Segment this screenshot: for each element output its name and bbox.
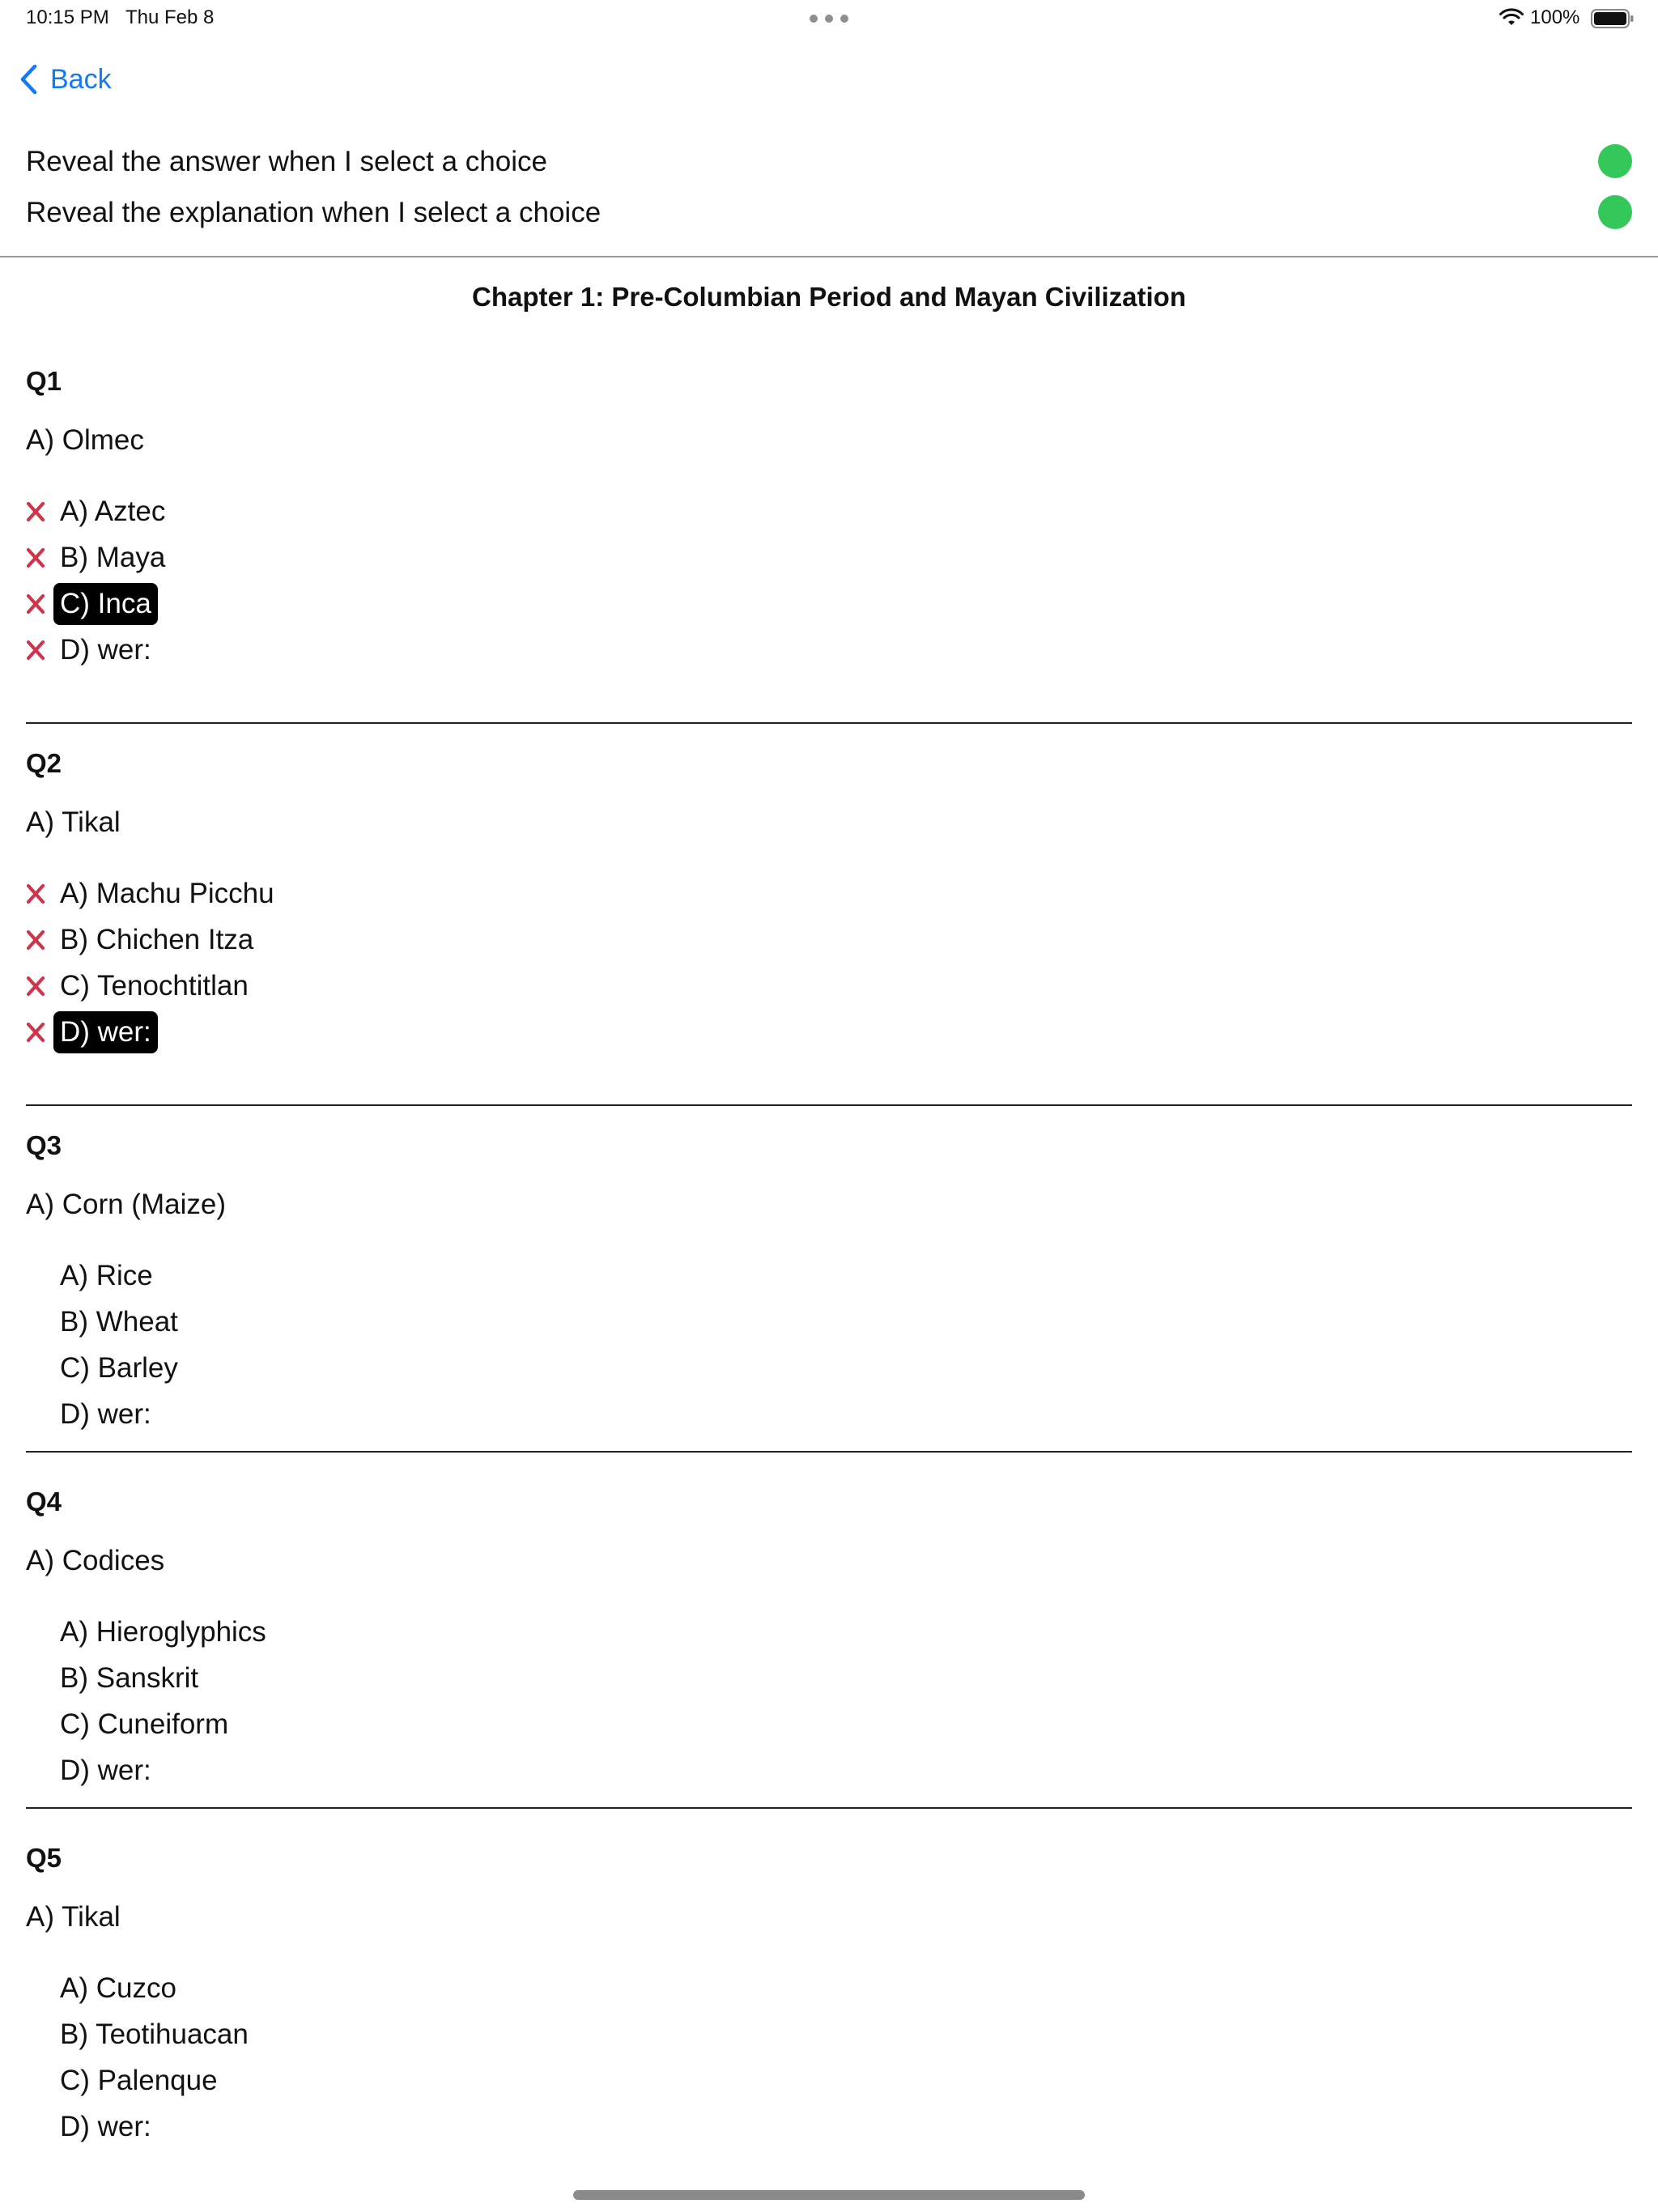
status-time: 10:15 PM <box>26 6 109 28</box>
choice-label: B) Wheat <box>60 1306 178 1338</box>
choice-label: C) Barley <box>60 1352 178 1384</box>
choice-label: D) wer: <box>60 1398 151 1430</box>
choice-option[interactable] <box>26 1702 235 1747</box>
choice-label: D) wer: <box>60 1755 151 1786</box>
question-label: Q4 <box>26 1487 62 1516</box>
choice-label: A) Machu Picchu <box>60 878 274 909</box>
question-answer: A) Olmec <box>26 424 144 456</box>
choice-label: C) Palenque <box>60 2065 218 2096</box>
choice-option[interactable] <box>26 871 281 917</box>
battery-percentage: 100% <box>1530 6 1580 28</box>
selected-choice-label: C) Inca <box>53 583 158 625</box>
choice-label: B) Sanskrit <box>60 1662 199 1694</box>
choice-label: A) Aztec <box>60 496 166 527</box>
choice-label: C) Cuneiform <box>60 1708 229 1740</box>
question-divider <box>26 1451 1632 1453</box>
choice-label: A) Hieroglyphics <box>60 1616 266 1648</box>
choice-option[interactable] <box>26 1253 159 1299</box>
reveal-answer-label: Reveal the answer when I select a choice <box>26 146 547 177</box>
choice-option[interactable] <box>26 1966 183 2011</box>
choice-option[interactable] <box>26 2104 158 2150</box>
question-label: Q3 <box>26 1130 62 1160</box>
reveal-answer-toggle[interactable] <box>1598 144 1632 178</box>
choice-option[interactable] <box>26 1748 158 1793</box>
choice-option[interactable] <box>26 2058 224 2104</box>
choice-option[interactable] <box>26 1346 185 1391</box>
back-button[interactable] <box>18 58 112 100</box>
selected-choice-label: D) wer: <box>53 1011 158 1053</box>
choice-option[interactable] <box>26 1610 273 1655</box>
choice-option[interactable] <box>26 917 260 963</box>
choice-option[interactable] <box>26 963 255 1009</box>
choice-option[interactable] <box>26 1010 158 1055</box>
choice-option[interactable] <box>26 627 158 673</box>
choice-label: D) wer: <box>60 634 151 666</box>
choice-option[interactable] <box>26 535 172 581</box>
question-divider <box>26 722 1632 724</box>
chevron-left-icon <box>18 63 39 96</box>
choice-label: D) wer: <box>60 2111 151 2142</box>
question-divider <box>26 1104 1632 1106</box>
back-label: Back <box>50 63 112 95</box>
question-answer: A) Tikal <box>26 806 121 838</box>
question-divider <box>26 1807 1632 1809</box>
choice-option[interactable] <box>26 1656 205 1701</box>
reveal-answer-setting <box>26 139 1632 185</box>
reveal-explanation-label: Reveal the explanation when I select a choice <box>26 197 602 228</box>
choice-label: B) Chichen Itza <box>60 924 254 955</box>
choice-label: B) Maya <box>60 542 166 573</box>
question-label: Q2 <box>26 748 62 778</box>
choice-option[interactable] <box>26 489 172 534</box>
reveal-explanation-toggle[interactable] <box>1598 195 1632 229</box>
choice-label: A) Rice <box>60 1260 153 1291</box>
question-answer: A) Corn (Maize) <box>26 1189 226 1220</box>
reveal-explanation-setting <box>26 190 1632 236</box>
chapter-title: Chapter 1: Pre-Columbian Period and Mayan Civilization <box>472 282 1186 312</box>
choice-option[interactable] <box>26 581 158 627</box>
header-divider <box>0 256 1658 257</box>
home-indicator[interactable] <box>573 2190 1085 2200</box>
question-answer: A) Codices <box>26 1545 165 1576</box>
choice-label: A) Cuzco <box>60 1972 176 2004</box>
question-answer: A) Tikal <box>26 1901 121 1933</box>
status-bar <box>0 0 1658 39</box>
choice-option[interactable] <box>26 1392 158 1437</box>
choice-label: B) Teotihuacan <box>60 2018 249 2050</box>
question-label: Q1 <box>26 366 62 396</box>
question-label: Q5 <box>26 1843 62 1873</box>
choice-option[interactable] <box>26 1300 185 1345</box>
multitask-menu-icon[interactable] <box>810 13 848 24</box>
wifi-icon <box>1499 8 1524 28</box>
choice-label: C) Tenochtitlan <box>60 970 249 1002</box>
status-date: Thu Feb 8 <box>125 6 215 28</box>
battery-icon <box>1591 9 1635 28</box>
choice-option[interactable] <box>26 2012 255 2057</box>
